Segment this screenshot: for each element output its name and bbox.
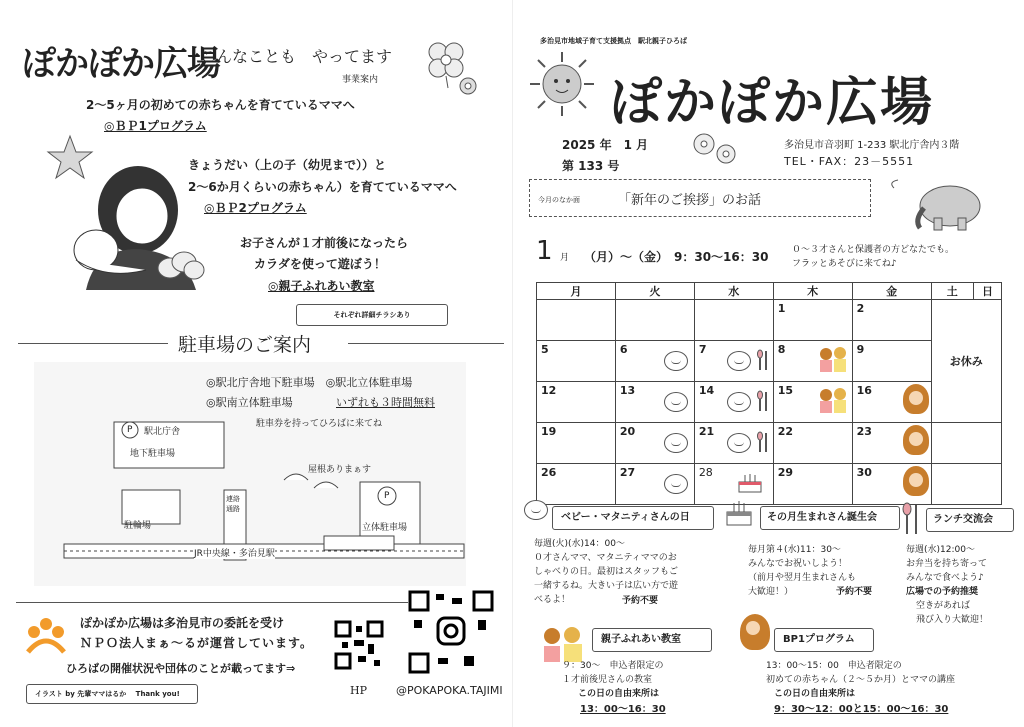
calendar-day: [773, 382, 852, 423]
tel-fax: TEL・FAX：23－5551: [784, 155, 915, 168]
day-number: 7: [698, 343, 707, 356]
map-p-left: P: [127, 425, 133, 435]
birthday-note: 予約不要: [836, 587, 873, 597]
footer-line-1: ぽかぽか広場は多治見市の委託を受け: [80, 616, 285, 630]
map-bird-text: 屋根ありまぁす: [308, 465, 372, 475]
lunch-line-5: 飛び入り大歓迎！: [916, 615, 989, 625]
instagram-qr-code[interactable]: [408, 590, 494, 674]
hours: （月）～（金） 9：30～16：30: [584, 250, 769, 264]
baby-face-icon: [524, 500, 548, 520]
weekday-fri: 金: [852, 283, 931, 300]
calendar-day: [852, 423, 931, 464]
map-chosha: 駅北庁舎: [144, 427, 181, 437]
page-divider: [512, 0, 513, 727]
hp-qr-code[interactable]: [334, 620, 384, 670]
issue-number: 第 133 号: [562, 159, 620, 173]
woman-icon: [903, 466, 929, 496]
org-name: 多治見市地域子育て支援拠点 駅北親子ひろば: [540, 37, 687, 45]
audience-2: フラッとあそびに来てね♪: [792, 259, 897, 269]
birthday-cake-icon: [724, 498, 754, 528]
day-number: 5: [541, 343, 549, 356]
calendar-day: [694, 300, 773, 341]
left-logo: ぽかぽか広場: [22, 44, 220, 84]
birthday-line-2: みんなでお祝いしよう！: [748, 559, 848, 569]
weekday-sat: 土: [931, 283, 973, 300]
birthday-line-4: 大歓迎！）: [748, 587, 794, 597]
baby-day-line-2: ０才さんママ、マタニティママのお: [534, 553, 677, 563]
oyako-desc-2: カラダを使って遊ぼう！: [254, 257, 386, 271]
month-number: 1: [536, 236, 553, 266]
nakami-title: 「新年のご挨拶」のお話: [618, 193, 762, 208]
calendar-week-4: [537, 423, 1002, 464]
day-number: 14: [698, 384, 715, 397]
calendar-day: [537, 423, 616, 464]
map-chika: 地下駐車場: [130, 449, 176, 459]
calendar-day: [537, 300, 616, 341]
bp1-event-line-1: 13：00～15：00 申込者限定の: [766, 661, 902, 671]
day-number: 20: [619, 425, 636, 438]
weekday-tue: 火: [615, 283, 694, 300]
lunch-title: ランチ交流会: [926, 508, 1014, 532]
small-flower-icon: [456, 74, 480, 98]
bp2-desc-1: きょうだい（上の子（幼児まで））と: [188, 158, 387, 172]
oyako-free-time: 13：00～16：30: [580, 704, 666, 715]
woman-icon: [903, 384, 929, 414]
parking-ticket: 駐車券を持ってひろばに来てね: [256, 419, 383, 429]
day-number: 28: [698, 466, 713, 479]
parking-heading: 駐車場のご案内: [178, 334, 312, 356]
day-number: 12: [541, 384, 557, 397]
day-number: 19: [541, 425, 557, 438]
woman-icon: [740, 614, 770, 650]
address: 多治見市音羽町 1-233 駅北庁舎内３階: [784, 140, 960, 151]
birthday-line-3: （前月や翌月生まれさんも: [748, 573, 857, 583]
calendar-day: [773, 341, 852, 382]
illustration-credit: イラスト by 先輩ママはるか Thank you!: [26, 684, 198, 704]
weekday-thu: 木: [773, 283, 852, 300]
calendar-day: [615, 300, 694, 341]
right-title: ぽかぽか広場: [610, 72, 935, 133]
flyer-note: それぞれ詳細チラシあり: [296, 304, 448, 326]
baby-day-title: ベビー・マタニティさんの日: [552, 506, 714, 530]
day-number: 27: [619, 466, 636, 479]
bp1-free-time: 9：30～12：00と15：00～16：30: [774, 704, 949, 715]
calendar-header-row: [537, 283, 1002, 300]
lunch-line-2: お弁当を持ち寄って: [906, 559, 988, 569]
map-churin: 駐輪場: [124, 521, 152, 531]
day-number: 13: [619, 384, 636, 397]
oyako-free-label: この日の自由来所は: [578, 689, 660, 699]
calendar-day: [537, 382, 616, 423]
baby-day-line-1: 毎週(火)(水)14：00～: [534, 539, 625, 549]
sun-icon: [528, 50, 596, 118]
section-label: 事業案内: [342, 75, 379, 85]
day-number: 30: [856, 466, 872, 479]
day-number: 29: [777, 466, 794, 479]
calendar-day: [694, 341, 773, 382]
sakura-icon: [688, 128, 744, 168]
parking-rule-left: [18, 343, 168, 344]
lunch-reservation: 広場での予約推奨: [906, 587, 979, 597]
bp1-free-label: この日の自由来所は: [774, 689, 856, 699]
baby-face-icon: [664, 351, 688, 371]
mother-child-icon: [816, 345, 850, 373]
calendar-day: [694, 382, 773, 423]
calendar-day: [773, 464, 852, 505]
baby-face-icon: [727, 351, 751, 371]
spoon-fork-icon: [757, 349, 769, 371]
baby-face-icon: [727, 392, 751, 412]
elephant-icon: [884, 178, 984, 234]
hp-label: HP: [350, 684, 367, 697]
baby-face-icon: [664, 474, 688, 494]
org-logo: [24, 614, 68, 654]
oyako-event-line-1: ９：30～ 申込者限定の: [562, 661, 664, 671]
calendar-day: [852, 382, 931, 423]
lunch-line-3: みんなで食べよう♪: [906, 573, 984, 583]
calendar-week-1: [537, 300, 1002, 341]
map-rittai: 立体駐車場: [362, 523, 408, 533]
footer-line-3: ひろばの開催状況や団体のことが載ってます⇒: [66, 662, 296, 675]
parking-rule-right: [348, 343, 504, 344]
map-station: JR中央線・多治見駅: [194, 546, 275, 559]
calendar-day: [537, 341, 616, 382]
holiday-label: お休み: [949, 355, 983, 368]
birthday-title: その月生まれさん誕生会: [760, 506, 900, 530]
day-number: 22: [777, 425, 794, 438]
weekend-closed: [931, 300, 1001, 423]
calendar-day: [931, 464, 1001, 505]
birthday-line-1: 毎月第４(水)11：30～: [748, 545, 841, 555]
parking-free: いずれも３時間無料: [336, 396, 435, 409]
calendar-week-5: [537, 464, 1002, 505]
birthday-cake-icon: [737, 472, 763, 494]
spoon-fork-icon: [757, 390, 769, 412]
day-number: 15: [777, 384, 794, 397]
bp2-desc-2: 2～6か月くらいの赤ちゃん）を育てているママへ: [188, 180, 457, 194]
weekday-wed: 水: [694, 283, 773, 300]
parking-line-1: ◎駅北庁舎地下駐車場 ◎駅北立体駐車場: [206, 376, 413, 389]
map-renraku: 連絡通路: [226, 495, 240, 513]
calendar-table: [536, 282, 1002, 505]
calendar-day: [931, 423, 1001, 464]
baby-day-line-4: 一緒するね。大きい子は広い方で遊: [534, 581, 679, 591]
calendar-day: [773, 423, 852, 464]
weekday-mon: 月: [537, 283, 616, 300]
day-number: 16: [856, 384, 872, 397]
baby-face-icon: [664, 392, 688, 412]
calendar-day: [615, 382, 694, 423]
baby-face-icon: [727, 433, 751, 453]
calendar-day: [852, 341, 931, 382]
woman-icon: [903, 425, 929, 455]
lunch-line-1: 毎週(水)12:00～: [906, 545, 975, 555]
calendar-day: [615, 423, 694, 464]
calendar-day: [615, 341, 694, 382]
day-number: 23: [856, 425, 872, 438]
bp1-event-title: BP1プログラム: [774, 628, 874, 652]
footer-rule: [16, 602, 408, 603]
baby-day-note: 予約不要: [622, 596, 659, 606]
bp1-event-line-2: 初めての赤ちゃん（２～５か月）とママの講座: [766, 675, 956, 685]
oyako-event-line-2: １才前後児さんの教室: [562, 675, 653, 685]
spoon-fork-icon: [902, 502, 920, 536]
weekday-sun: 日: [974, 283, 1002, 300]
instagram-label: @POKAPOKA.TAJIMI: [396, 684, 503, 697]
calendar-day: [852, 464, 931, 505]
spoon-fork-icon: [757, 431, 769, 453]
bp1-desc: 2～5ヶ月の初めての赤ちゃんを育てているママへ: [86, 98, 355, 112]
bp2-title: ◎ＢＰ2プログラム: [204, 201, 307, 215]
bp1-title: ◎ＢＰ1プログラム: [104, 119, 207, 133]
oyako-event-title: 親子ふれあい教室: [592, 628, 712, 652]
footer-line-2: ＮＰＯ法人まぁ～るが運営しています。: [80, 636, 314, 650]
issue-date: 2025 年 1 月: [562, 138, 649, 152]
oyako-title: ◎親子ふれあい教室: [268, 279, 375, 293]
calendar-day: [615, 464, 694, 505]
map-p-right: P: [384, 491, 390, 501]
oyako-desc-1: お子さんが１才前後になったら: [240, 236, 409, 250]
lunch-line-4: 空きがあれば: [916, 601, 971, 611]
baby-day-line-3: しゃべりの日。最初はスタッフもご: [534, 567, 679, 577]
cloud-icon: [156, 250, 206, 282]
calendar-day: [537, 464, 616, 505]
calendar-day: [694, 423, 773, 464]
calendar-day: 1: [773, 300, 852, 341]
baby-day-line-5: べるよ！: [534, 595, 571, 605]
parking-line-2: ◎駅南立体駐車場: [206, 396, 293, 409]
nakami-label: 今月のなか面: [538, 196, 580, 204]
left-tagline: こんなことも やってます: [200, 47, 393, 66]
day-number: 8: [777, 343, 786, 356]
month-suffix: 月: [560, 253, 570, 263]
baby-face-icon: [664, 433, 688, 453]
calendar-day: 2: [852, 300, 931, 341]
day-number: 26: [541, 466, 557, 479]
mother-child-icon: [816, 386, 850, 414]
day-number: 6: [619, 343, 628, 356]
day-number: 9: [856, 343, 865, 356]
audience-1: ０～３才さんと保護者の方どなたでも。: [792, 245, 955, 255]
day-number: 21: [698, 425, 715, 438]
